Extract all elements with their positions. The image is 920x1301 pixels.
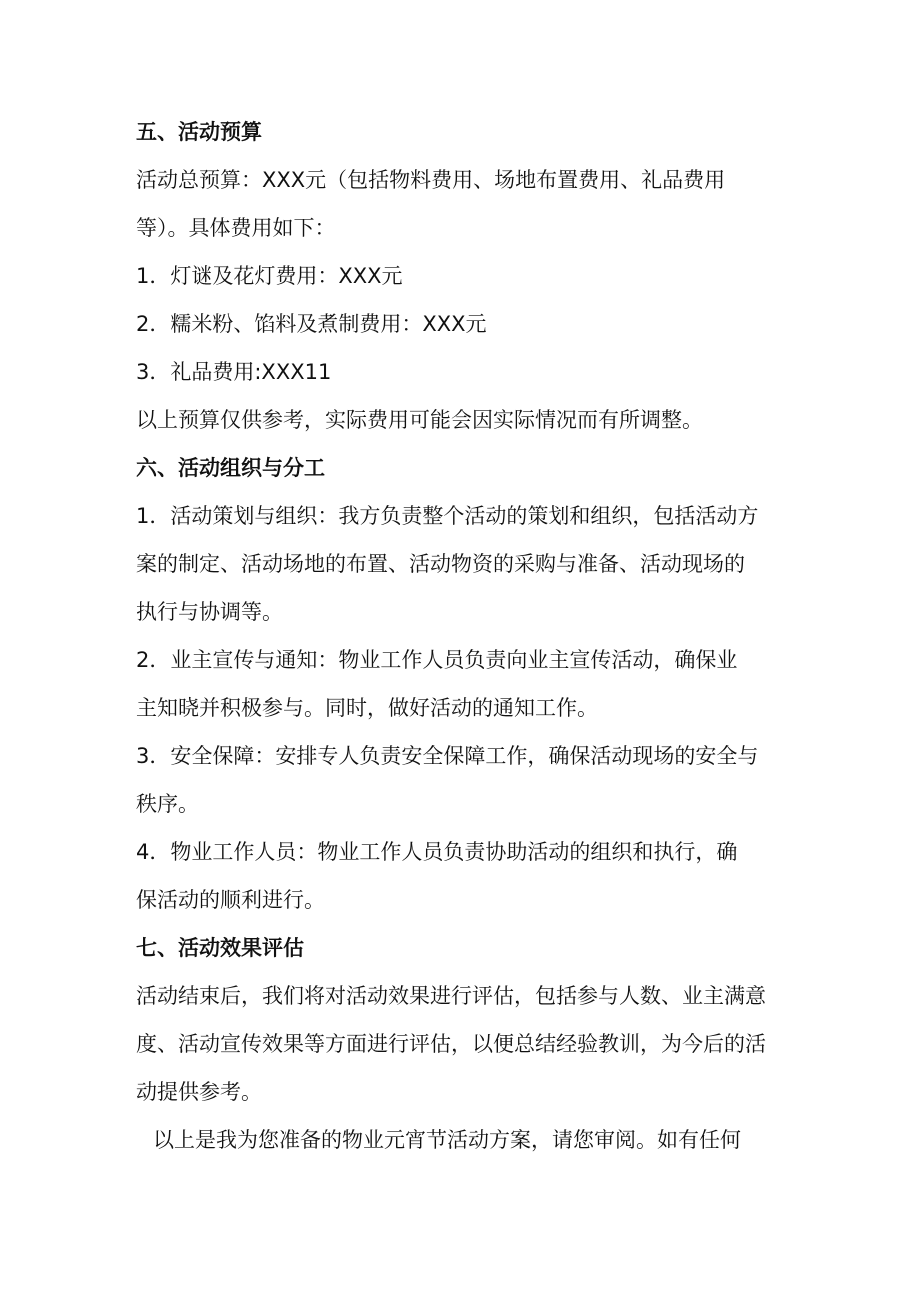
org-safety-line-1: 3．安全保障：安排专人负责安全保障工作，确保活动现场的安全与 <box>136 744 759 768</box>
section-heading-evaluation: 七、活动效果评估 <box>136 936 304 960</box>
budget-total-line-2: 等）。具体费用如下： <box>136 216 336 240</box>
org-publicity-line-2: 主知晓并积极参与。同时，做好活动的通知工作。 <box>136 696 598 720</box>
org-planning-line-1: 1．活动策划与组织：我方负责整个活动的策划和组织，包括活动方 <box>136 504 759 528</box>
budget-item-gifts: 3．礼品费用:XXX11 <box>136 360 332 384</box>
budget-item-rice-flour: 2．糯米粉、馅料及煮制费用：XXX元 <box>136 312 487 336</box>
org-planning-line-3: 执行与协调等。 <box>136 600 283 624</box>
document-body <box>136 108 796 1164</box>
org-safety-line-2: 秩序。 <box>136 792 199 816</box>
evaluation-line-2: 度、活动宣传效果等方面进行评估，以便总结经验教训，为今后的活 <box>136 1032 766 1056</box>
closing-paragraph: 以上是我为您准备的物业元宵节活动方案，请您审阅。如有任何 <box>153 1128 741 1152</box>
budget-note: 以上预算仅供参考，实际费用可能会因实际情况而有所调整。 <box>136 408 703 432</box>
org-staff-line-2: 保活动的顺利进行。 <box>136 888 325 912</box>
section-heading-budget: 五、活动预算 <box>136 120 262 144</box>
evaluation-line-1: 活动结束后，我们将对活动效果进行评估，包括参与人数、业主满意 <box>136 984 766 1008</box>
budget-total-line-1: 活动总预算：XXX元（包括物料费用、场地布置费用、礼品费用 <box>136 168 726 192</box>
org-staff-line-1: 4．物业工作人员：物业工作人员负责协助活动的组织和执行，确 <box>136 840 738 864</box>
evaluation-line-3: 动提供参考。 <box>136 1080 262 1104</box>
section-heading-organization: 六、活动组织与分工 <box>136 456 325 480</box>
org-publicity-line-1: 2．业主宣传与通知：物业工作人员负责向业主宣传活动，确保业 <box>136 648 738 672</box>
org-planning-line-2: 案的制定、活动场地的布置、活动物资的采购与准备、活动现场的 <box>136 552 745 576</box>
budget-item-lanterns: 1．灯谜及花灯费用：XXX元 <box>136 264 403 288</box>
